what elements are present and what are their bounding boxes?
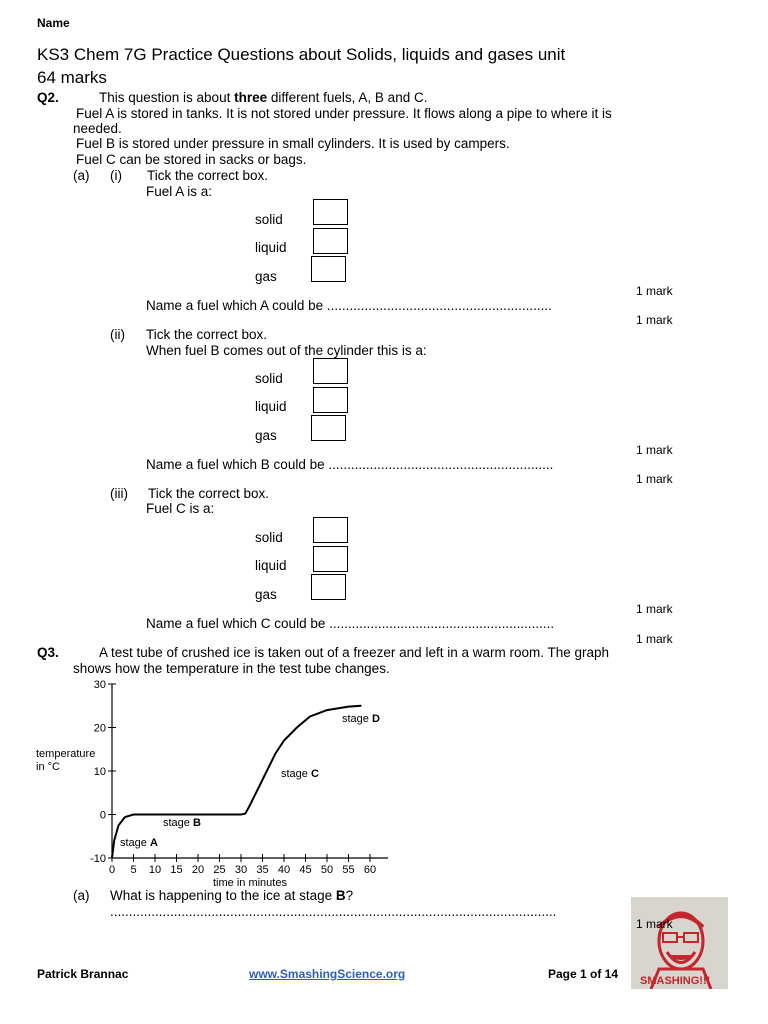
y-tick-label: 0 [99,809,106,822]
option-liquid-label: liquid [255,399,287,414]
fuel-a-text-cont: needed. [73,121,122,136]
part-iii-instruction: Tick the correct box. [148,486,270,501]
fuel-b-text: Fuel B is stored under pressure in small cylinders. It is used by campers. [76,136,510,151]
temperature-graph [30,676,450,891]
x-tick-label: 50 [320,864,334,876]
option-gas-label: gas [255,587,277,602]
option-gas-label: gas [255,428,277,443]
q2-intro: This question is about three different fuels, A, B and C. [99,90,428,105]
option-solid-label: solid [255,371,283,386]
x-axis-label: time in minutes [213,877,287,889]
part-iii-prompt: Fuel C is a: [146,501,215,516]
x-tick-label: 40 [277,864,291,876]
tick-box-liquid[interactable] [313,228,348,254]
footer-page-number: Page 1 of 14 [548,967,619,981]
q3-part-a-label: (a) [73,888,90,903]
logo-text: SMASHING!!! [640,975,711,987]
option-solid-label: solid [255,530,283,545]
y-axis-label-line1: temperature [36,748,96,760]
answer-line-b[interactable]: Name a fuel which B could be ............................................................ [146,457,554,472]
mark-label: 1 mark [636,917,673,931]
tick-box-gas[interactable] [311,574,346,600]
tick-box-solid[interactable] [313,199,348,225]
q3-text-cont: shows how the temperature in the test tube changes. [73,661,390,676]
q3-question: What is happening to the ice at stage B? [110,888,354,903]
fuel-a-text: Fuel A is stored in tanks. It is not stored under pressure. It flows along a pipe to where it is [76,106,612,121]
answer-line-a[interactable]: Name a fuel which A could be ............................................................ [146,298,552,313]
stage-b-label: stage B [163,817,201,829]
part-ii-number: (ii) [110,327,125,342]
x-tick-label: 20 [191,864,205,876]
tick-box-gas[interactable] [311,415,346,441]
tick-box-gas[interactable] [311,256,346,282]
mark-label: 1 mark [636,472,673,486]
x-tick-label: 60 [363,864,377,876]
stage-d-label: stage D [342,713,380,725]
x-tick-label: 10 [148,864,162,876]
tick-box-liquid[interactable] [313,387,348,413]
footer-link[interactable]: www.SmashingScience.org [249,967,406,981]
part-ii-prompt: When fuel B comes out of the cylinder this is a: [146,343,427,358]
part-ii-instruction: Tick the correct box. [146,327,268,342]
y-axis-label-line2: in °C [36,761,60,773]
q2-number: Q2. [37,90,59,105]
stage-c-label: stage C [281,768,319,780]
mark-label: 1 mark [636,313,673,327]
x-tick-label: 5 [130,864,137,876]
fuel-c-text: Fuel C can be stored in sacks or bags. [76,152,307,167]
x-tick-label: 15 [170,864,183,876]
x-tick-label: 25 [213,864,226,876]
q3-answer-line[interactable]: ....................................................................................................................... [110,904,557,919]
option-liquid-label: liquid [255,240,287,255]
x-tick-label: 55 [342,864,355,876]
name-label: Name [37,16,70,30]
mark-label: 1 mark [636,632,673,646]
stage-a-label: stage A [120,837,158,849]
answer-line-c[interactable]: Name a fuel which C could be ............................................................ [146,616,555,631]
x-tick-label: 35 [256,864,269,876]
part-i-number: (i) [110,168,122,183]
page-subtitle: 64 marks [37,68,107,87]
x-tick-label: 45 [299,864,312,876]
mark-label: 1 mark [636,443,673,457]
part-a-label: (a) [73,168,90,183]
q3-number: Q3. [37,645,59,660]
tick-box-solid[interactable] [313,358,348,384]
y-tick-label: 10 [93,766,106,778]
q3-text: A test tube of crushed ice is taken out of a freezer and left in a warm room. The graph [99,645,610,660]
part-i-prompt: Fuel A is a: [146,184,213,199]
mark-label: 1 mark [636,284,673,298]
y-tick-label: 20 [93,722,106,735]
tick-box-liquid[interactable] [313,546,348,572]
part-iii-number: (iii) [110,486,128,501]
tick-box-solid[interactable] [313,517,348,543]
temperature-curve [112,706,361,858]
x-tick-label: 0 [108,864,116,876]
page-title: KS3 Chem 7G Practice Questions about Solids, liquids and gases unit [37,45,566,64]
mark-label: 1 mark [636,602,673,616]
y-tick-label: 30 [93,679,106,691]
x-tick-label: 30 [234,864,248,876]
footer-author: Patrick Brannac [37,967,129,981]
y-tick-label: -10 [90,853,106,865]
option-gas-label: gas [255,269,277,284]
option-solid-label: solid [255,212,283,227]
option-liquid-label: liquid [255,558,287,573]
smashing-science-logo [631,897,728,989]
part-i-instruction: Tick the correct box. [147,168,269,183]
